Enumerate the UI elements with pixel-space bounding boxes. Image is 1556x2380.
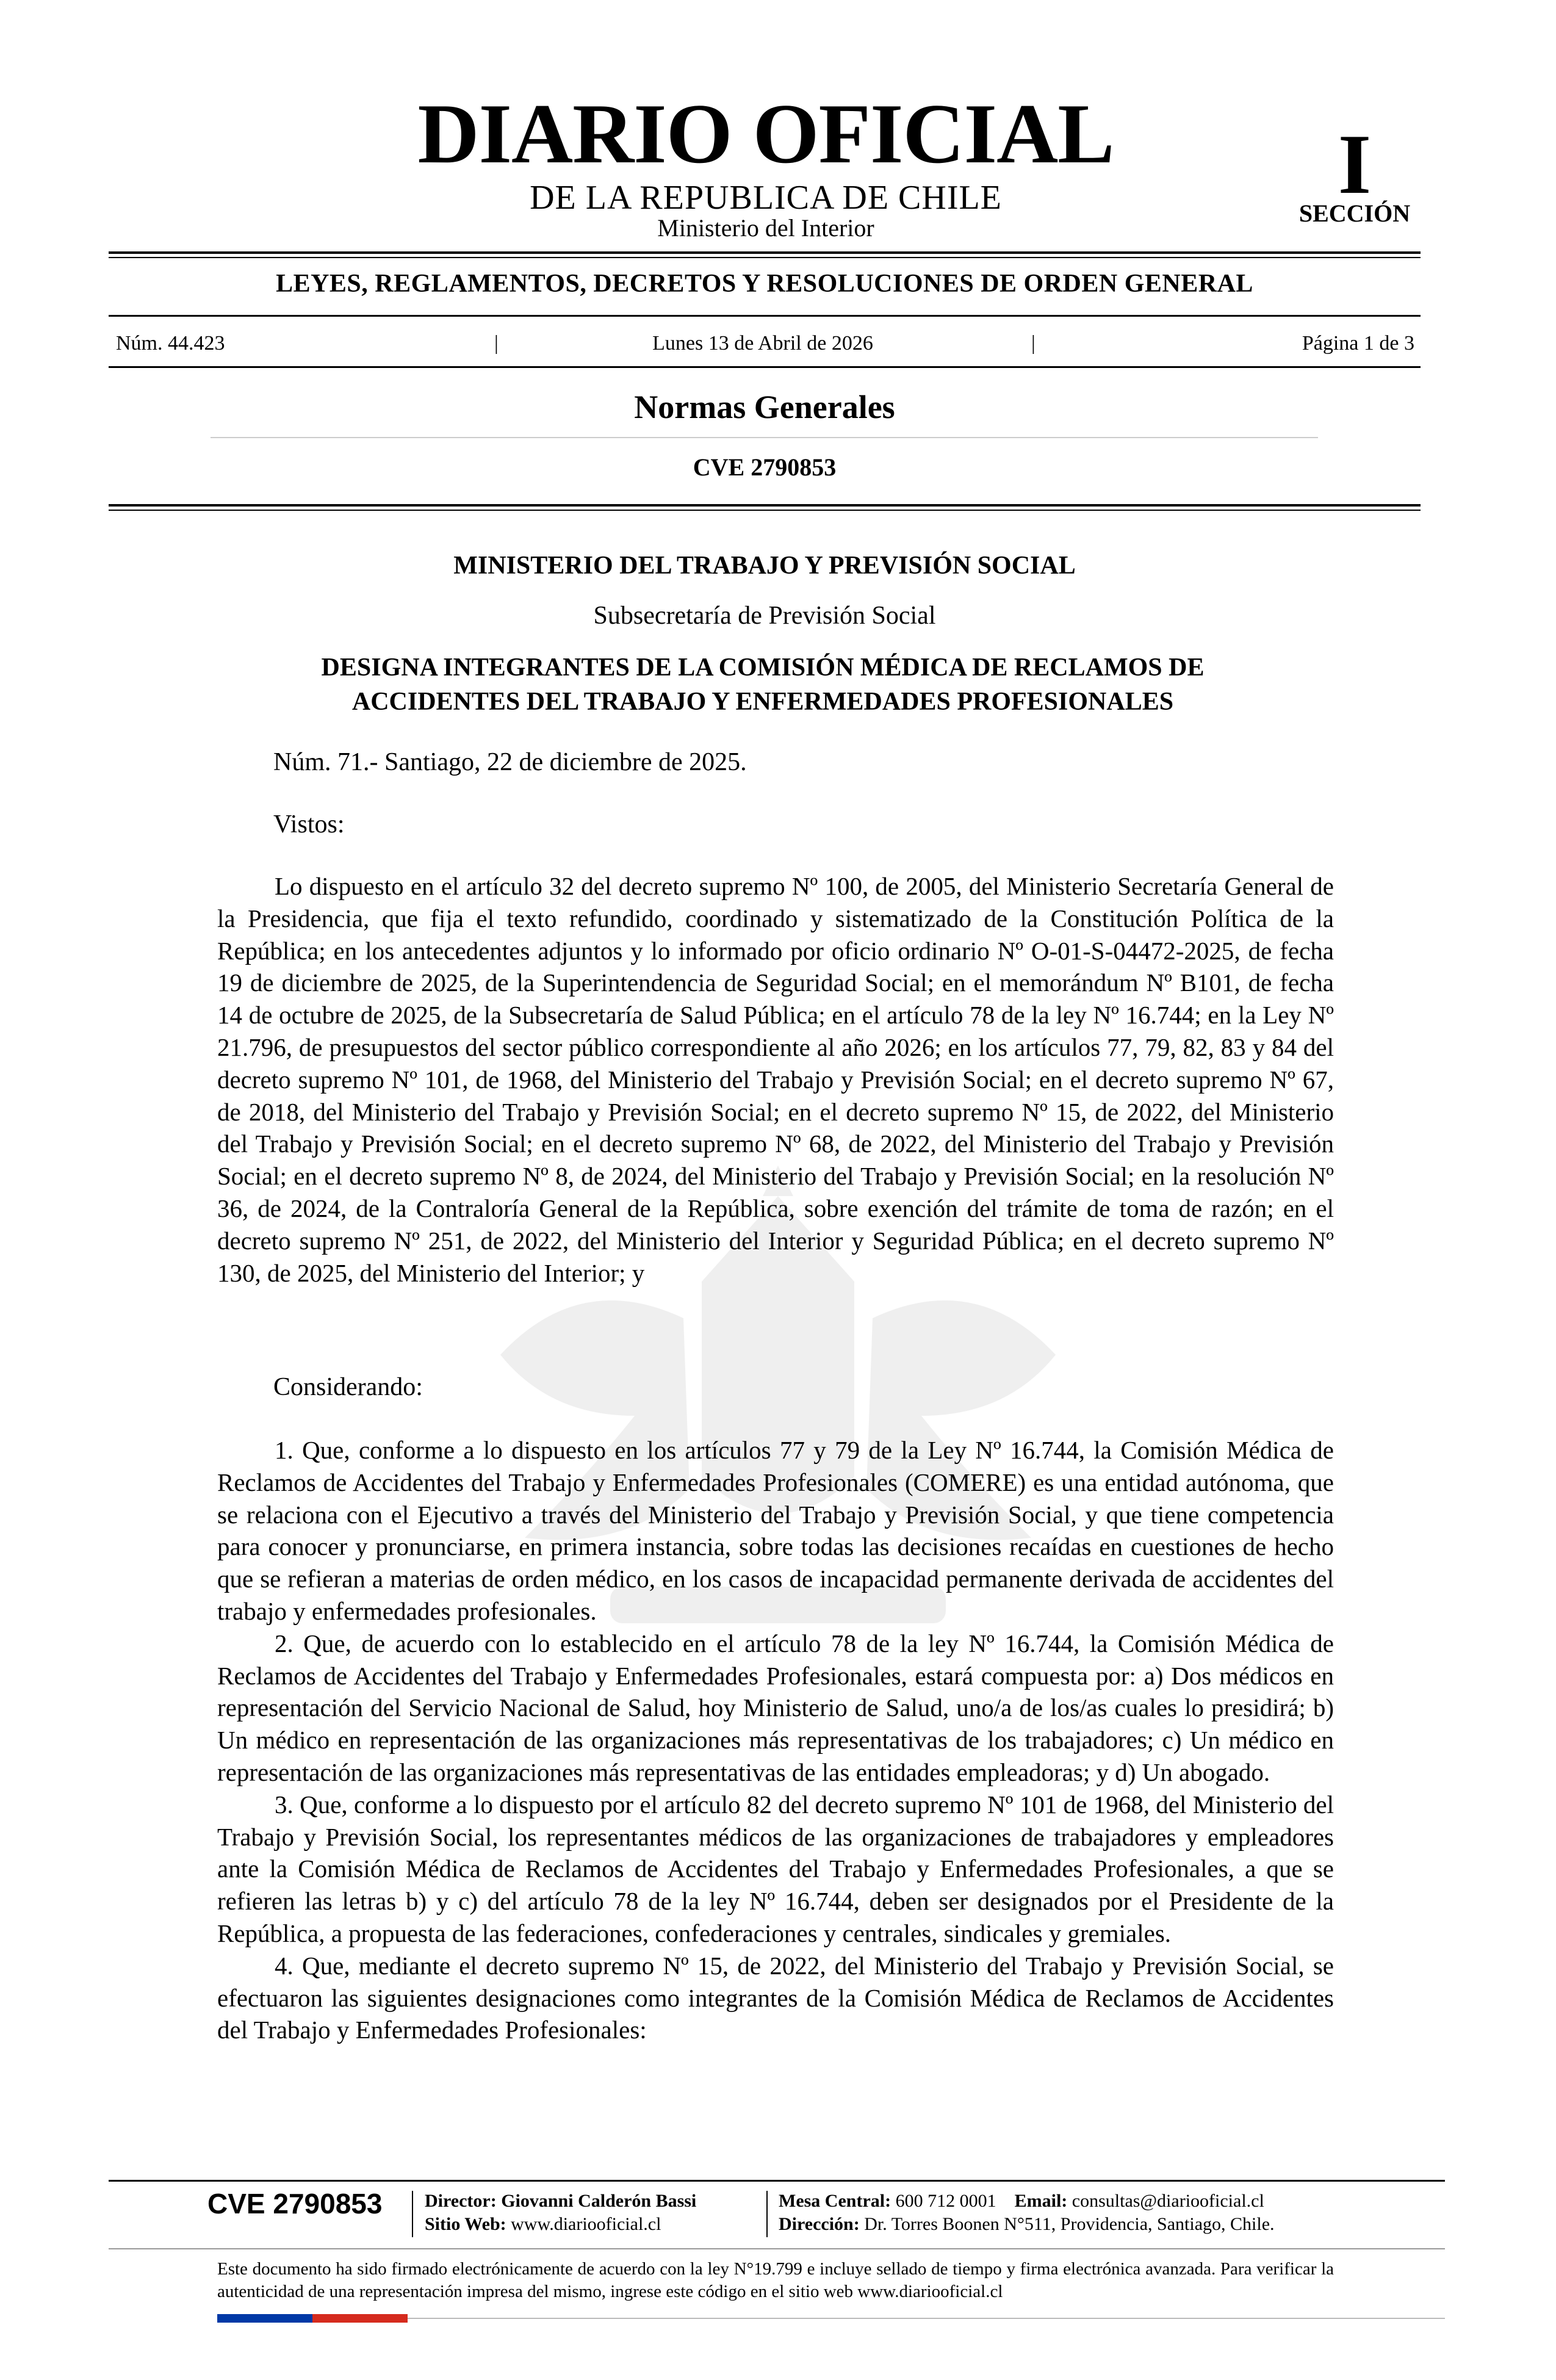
considerando-label: Considerando: (273, 1373, 423, 1401)
footer-contact-line: Mesa Central: 600 712 0001 Email: consultas@diariooficial.cl (779, 2191, 1264, 2211)
flag-stripe-red (312, 2314, 408, 2323)
footer-director-block (425, 2190, 766, 2236)
newspaper-ministry: Ministerio del Interior (657, 214, 874, 242)
vistos-paragraph: Lo dispuesto en el artículo 32 del decreto supremo Nº 100, de 2005, del Ministerio Secretaría General de la Presidencia, que fija el texto refundido, coordinado y sistematizado de la Constitución Política de la República; en los antecedentes adjuntos y lo informado por oficio ordinario Nº O-01-S-04472-2025, de fecha 19 de diciembre de 2025, de la Superintendencia de Seguridad Social; en el memorándum Nº B101, de fecha 14 de octubre de 2025, de la Subsecretaría de Salud Pública; en el artículo 78 de la ley Nº 16.744; en la Ley Nº 21.796, de presupuestos del sector público correspondiente al año 2026; en los artículos 77, 79, 82, 83 y 84 del decreto supremo Nº 101, de 1968, del Ministerio del Trabajo y Previsión Social; en el decreto supremo Nº 67, de 2018, del Ministerio del Trabajo y Previsión Social; en el decreto supremo Nº 15, de 2022, del Ministerio del Trabajo y Previsión Social; en el decreto supremo Nº 68, de 2022, del Ministerio del Trabajo y Previsión Social; en el decreto supremo Nº 8, de 2024, del Ministerio del Trabajo y Previsión Social; en la resolución Nº 36, de 2024, de la Contraloría General de la República, sobre exención del trámite de toma de razón; en el decreto supremo Nº 251, de 2022, del Ministerio del Interior y Seguridad Pública; en el decreto supremo Nº 130, de 2025, del Ministerio del Interior; y (217, 872, 1334, 1287)
footer-contact-block (779, 2190, 1389, 2236)
section-number: I (1338, 117, 1372, 212)
masthead-rule-thick (109, 251, 1421, 254)
footer-top-rule (109, 2180, 1445, 2182)
meta-separator: | (1031, 332, 1036, 355)
flag-stripe-blue (217, 2314, 312, 2323)
considerando-item: 1. Que, conforme a lo dispuesto en los artículos 77 y 79 de la Ley Nº 16.744, la Comisión Médica de Reclamos de Accidentes del Trabajo y Enfermedades Profesionales (COMERE) es una entidad autónoma, que se relaciona con el Ejecutivo a través del Ministerio del Trabajo y Previsión Social, y que tiene competencia para conocer y pronunciarse, en primera instancia, sobre todas las decisiones recaídas en cuestiones de hecho que se refieran a materias de orden médico, en los casos de incapacidad permanente derivada de accidentes del trabajo y enfermedades profesionales. (217, 1436, 1334, 1625)
section-label: SECCIÓN (1298, 200, 1411, 227)
decree-title-line: DESIGNA INTEGRANTES DE LA COMISIÓN MÉDICA DE RECLAMOS DE (321, 654, 1205, 682)
cve-code: CVE 2790853 (693, 453, 837, 481)
considerando-item: 3. Que, conforme a lo dispuesto por el artículo 82 del decreto supremo Nº 101 de 1968, del Ministerio del Trabajo y Previsión Social, los representantes médicos de las organizaciones de trabajadores y empleadores ante la Comisión Médica de Reclamos de Accidentes del Trabajo y Enfermedades Profesionales, a que se refieren las letras b) y c) del artículo 78 de la ley Nº 16.744, deben ser designados por el Presidente de la República, a propuesta de las federaciones, confederaciones y centrales, sindicales y gremiales. (217, 1790, 1334, 1947)
ministry-heading: MINISTERIO DEL TRABAJO Y PREVISIÓN SOCIAL (453, 552, 1076, 580)
considerando-list (217, 1434, 1334, 2046)
footer-bottom-rule (408, 2318, 1445, 2319)
footer-legal-notice: Este documento ha sido firmado electrónicamente de acuerdo con la ley N°19.799 e incluye sellado de tiempo y firma electrónica avanzada. Para verificar la autenticidad de una representación impresa del mismo, ingrese este código en el sitio web www.diariooficial.cl (217, 2259, 1334, 2301)
decree-number-line: Núm. 71.- Santiago, 22 de diciembre de 2025. (273, 748, 747, 776)
issue-date: Lunes 13 de Abril de 2026 (652, 332, 873, 355)
website-link[interactable]: www.diariooficial.cl (511, 2214, 661, 2234)
header-rule-thick (109, 504, 1421, 507)
subsecretaria-heading: Subsecretaría de Previsión Social (593, 602, 936, 630)
banner-rule (109, 315, 1421, 317)
footer-website-line: Sitio Web: www.diariooficial.cl (425, 2214, 661, 2234)
page-indicator: Página 1 de 3 (1302, 332, 1414, 355)
newspaper-subtitle: DE LA REPUBLICA DE CHILE (530, 179, 1002, 217)
footer-mid-rule (109, 2248, 1445, 2249)
meta-separator: | (494, 332, 499, 355)
considerando-item: 4. Que, mediante el decreto supremo Nº 15, de 2022, del Ministerio del Trabajo y Previsión Social, se efectuaron las siguientes designaciones como integrantes de la Comisión Médica de Reclamos de Accidentes del Trabajo y Enfermedades Profesionales: (217, 1951, 1334, 2044)
footer-director-line: Director: Giovanni Calderón Bassi (425, 2191, 697, 2211)
vistos-label: Vistos: (273, 810, 345, 838)
issue-number: Núm. 44.423 (116, 332, 225, 355)
decree-title (232, 651, 1294, 719)
footer-separator (766, 2191, 768, 2237)
masthead-rule-thin (109, 257, 1421, 258)
banner-heading: LEYES, REGLAMENTOS, DECRETOS Y RESOLUCIONES DE ORDEN GENERAL (276, 270, 1253, 298)
section-title: Normas Generales (634, 389, 895, 425)
footer-address-line: Dirección: Dr. Torres Boonen N°511, Providencia, Santiago, Chile. (779, 2214, 1275, 2234)
email-link[interactable]: consultas@diariooficial.cl (1072, 2191, 1264, 2211)
meta-rule (109, 366, 1421, 368)
header-rule-thin (109, 510, 1421, 511)
decree-title-line: ACCIDENTES DEL TRABAJO Y ENFERMEDADES PROFESIONALES (351, 688, 1174, 716)
considerando-item: 2. Que, de acuerdo con lo establecido en el artículo 78 de la ley Nº 16.744, la Comisión Médica de Reclamos de Accidentes del Trabajo y Enfermedades Profesionales, estará compuesta por: a) Dos médicos en representación del Servicio Nacional de Salud, hoy Ministerio de Salud, uno/a de los/as cuales lo presidirá; b) Un médico en representación de las organizaciones más representativas de los trabajadores; c) Un médico en representación de las organizaciones más representativas de las entidades empleadoras; y d) Un abogado. (217, 1629, 1334, 1786)
newspaper-title: DIARIO OFICIAL (417, 87, 1114, 181)
section-title-divider (211, 437, 1318, 438)
footer-cve-code: CVE 2790853 (207, 2188, 383, 2220)
footer-separator (412, 2191, 413, 2237)
